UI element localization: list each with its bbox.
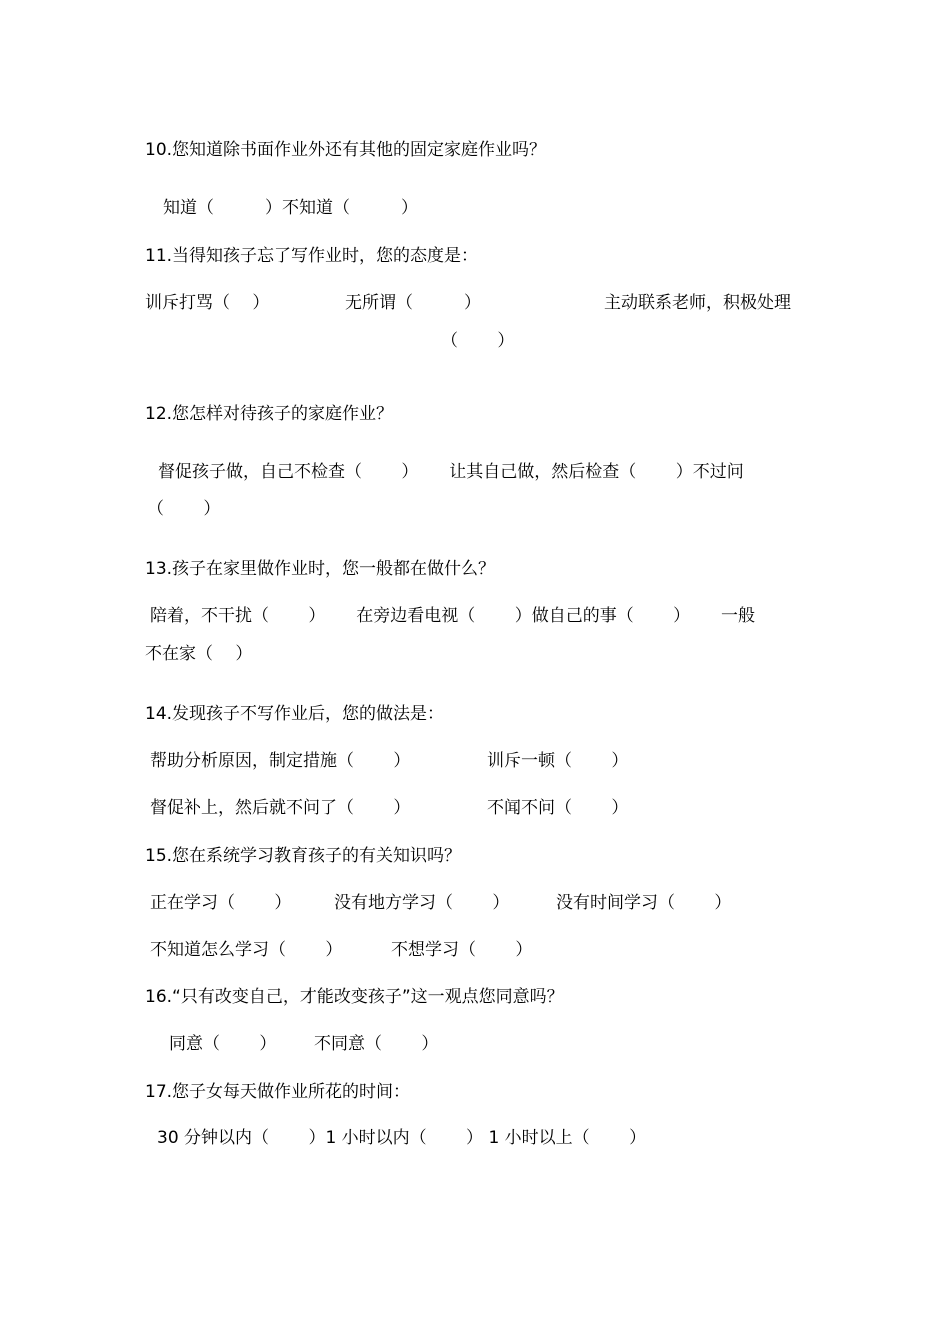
- q12-title: 12.您怎样对待孩子的家庭作业？: [145, 404, 394, 424]
- q12-options-line2: （ ）: [147, 499, 221, 519]
- q11-title: 11.当得知孩子忘了写作业时，您的态度是：: [145, 246, 479, 266]
- q11-option-contact-teacher-paren: （ ）: [441, 331, 515, 351]
- q10-options: 知道（ ）不知道（ ）: [163, 198, 418, 218]
- q16-option-disagree: 不同意（ ）: [314, 1034, 439, 1054]
- q17-options: 30 分钟以内（ ）1 小时以内（ ） 1 小时以上（ ）: [157, 1128, 647, 1148]
- q11-option-contact-teacher: 主动联系老师，积极处理: [604, 293, 791, 313]
- q12-options-line1: 督促孩子做，自己不检查（ ） 让其自己做，然后检查（ ）不过问: [158, 462, 744, 482]
- q15-option-learning: 正在学习（ ）: [150, 893, 292, 913]
- q14-option-urge: 督促补上，然后就不问了（ ）: [150, 798, 411, 818]
- q15-option-no-place: 没有地方学习（ ）: [334, 893, 510, 913]
- q17-title: 17.您子女每天做作业所花的时间：: [145, 1082, 411, 1102]
- q13-options-line1: 陪着，不干扰（ ） 在旁边看电视（ ）做自己的事（ ） 一般: [150, 606, 756, 626]
- q13-options-line2: 不在家（ ）: [145, 644, 253, 664]
- q14-option-scold: 训斥一顿（ ）: [487, 751, 629, 771]
- q14-option-analyze: 帮助分析原因，制定措施（ ）: [150, 751, 411, 771]
- q10-title: 10.您知道除书面作业外还有其他的固定家庭作业吗？: [145, 140, 547, 160]
- q11-option-scold: 训斥打骂（ ）: [145, 293, 270, 313]
- q13-title: 13.孩子在家里做作业时，您一般都在做什么？: [145, 559, 496, 579]
- q14-title: 14.发现孩子不写作业后，您的做法是：: [145, 704, 445, 724]
- q16-title: 16.“只有改变自己，才能改变孩子”这一观点您同意吗？: [145, 987, 564, 1007]
- q15-option-dont-want: 不想学习（ ）: [391, 940, 533, 960]
- q14-option-ignore: 不闻不问（ ）: [487, 798, 629, 818]
- q11-option-indifferent: 无所谓（ ）: [345, 293, 481, 313]
- q16-option-agree: 同意（ ）: [169, 1034, 277, 1054]
- q15-option-no-time: 没有时间学习（ ）: [556, 893, 732, 913]
- q15-option-dont-know-how: 不知道怎么学习（ ）: [150, 940, 343, 960]
- q15-title: 15.您在系统学习教育孩子的有关知识吗？: [145, 846, 462, 866]
